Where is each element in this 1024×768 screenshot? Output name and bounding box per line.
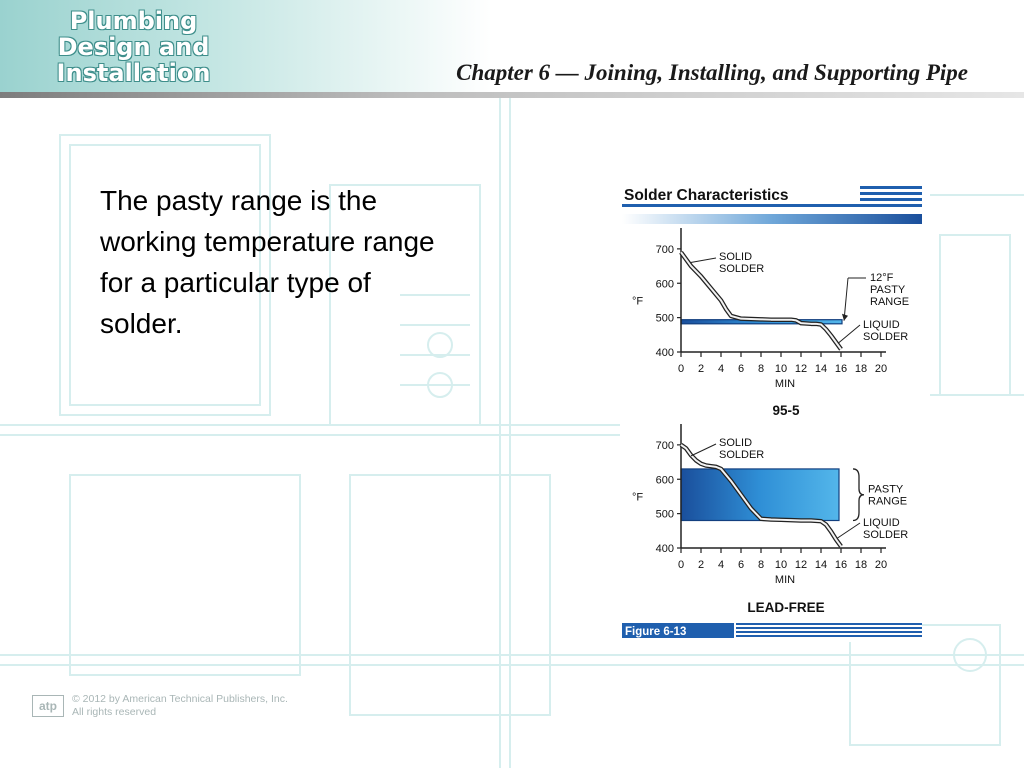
y-tick-label: 500: [655, 312, 674, 325]
x-tick-label: 18: [854, 363, 868, 375]
annotation-pasty-range: RANGE: [868, 495, 908, 508]
y-tick-label: 400: [655, 347, 674, 359]
y-tick-label: 600: [655, 474, 674, 487]
figure-title: Solder Characteristics: [624, 187, 789, 204]
chart-title: LEAD-FREE: [747, 600, 825, 615]
logo-line: Design and: [57, 33, 210, 61]
logo-line: Installation: [56, 59, 211, 87]
x-tick-label: 14: [814, 559, 828, 571]
publisher-logo: atp: [32, 695, 64, 717]
x-tick-label: 16: [834, 363, 848, 375]
copyright-notice: [32, 693, 288, 719]
annotation-liquid-solder: LIQUID: [863, 319, 900, 331]
figure-svg: [622, 180, 922, 642]
annotation-solid-solder: SOLDER: [719, 449, 765, 461]
chart-title: 95-5: [772, 403, 800, 418]
slide-body-text: The pasty range is the working temperature range for a particular type of solder.: [100, 185, 435, 339]
y-tick-label: 600: [655, 278, 674, 291]
annotation-liquid-solder: SOLDER: [863, 529, 909, 541]
x-tick-label: 16: [834, 559, 848, 571]
x-tick-label: 12: [794, 363, 808, 375]
x-tick-label: 4: [717, 363, 725, 375]
annotation-solid-solder: SOLDER: [719, 263, 765, 275]
x-tick-label: 20: [874, 363, 888, 375]
logo-line: Plumbing: [69, 7, 198, 35]
figure-caption: Figure 6-13: [625, 626, 687, 638]
annotation-pasty-range: PASTY: [868, 483, 904, 496]
y-tick-label: 400: [655, 543, 674, 555]
x-axis-label: MIN: [774, 574, 796, 586]
title-gradient-bar: [622, 214, 922, 224]
x-tick-label: 8: [757, 363, 765, 375]
x-tick-label: 6: [737, 559, 745, 571]
annotation-pasty-range: PASTY: [870, 284, 906, 296]
x-tick-label: 2: [697, 363, 705, 375]
x-tick-label: 10: [774, 363, 788, 375]
annotation-pasty-range: RANGE: [870, 296, 910, 308]
x-tick-label: 12: [794, 559, 808, 571]
y-axis-label: °F: [632, 491, 644, 504]
x-tick-label: 14: [814, 363, 828, 375]
x-tick-label: 8: [757, 559, 765, 571]
x-tick-label: 0: [677, 363, 685, 375]
course-logo: [26, 8, 241, 86]
x-tick-label: 4: [717, 559, 725, 571]
annotation-pasty-range: 12°F: [870, 272, 894, 284]
annotation-liquid-solder: LIQUID: [863, 517, 900, 529]
y-tick-label: 700: [655, 243, 674, 256]
x-tick-label: 6: [737, 363, 745, 375]
header-rule: [0, 92, 1024, 98]
copyright-line: © 2012 by American Technical Publishers, Inc.: [72, 693, 288, 705]
x-tick-label: 0: [677, 559, 685, 571]
annotation-solid-solder: SOLID: [719, 251, 753, 263]
y-tick-label: 700: [655, 439, 674, 452]
y-tick-label: 500: [655, 508, 674, 521]
x-axis-label: MIN: [774, 378, 796, 390]
x-tick-label: 2: [697, 559, 705, 571]
x-tick-label: 18: [854, 559, 868, 571]
chapter-title: Chapter 6 — Joining, Installing, and Supporting Pipe: [456, 60, 968, 85]
annotation-liquid-solder: SOLDER: [863, 331, 909, 343]
rights-line: All rights reserved: [72, 706, 157, 718]
x-tick-label: 20: [874, 559, 888, 571]
annotation-solid-solder: SOLID: [719, 437, 753, 449]
pasty-range-band: [681, 469, 839, 521]
x-tick-label: 10: [774, 559, 788, 571]
solder-characteristics-figure: [622, 180, 922, 642]
y-axis-label: °F: [632, 295, 644, 308]
